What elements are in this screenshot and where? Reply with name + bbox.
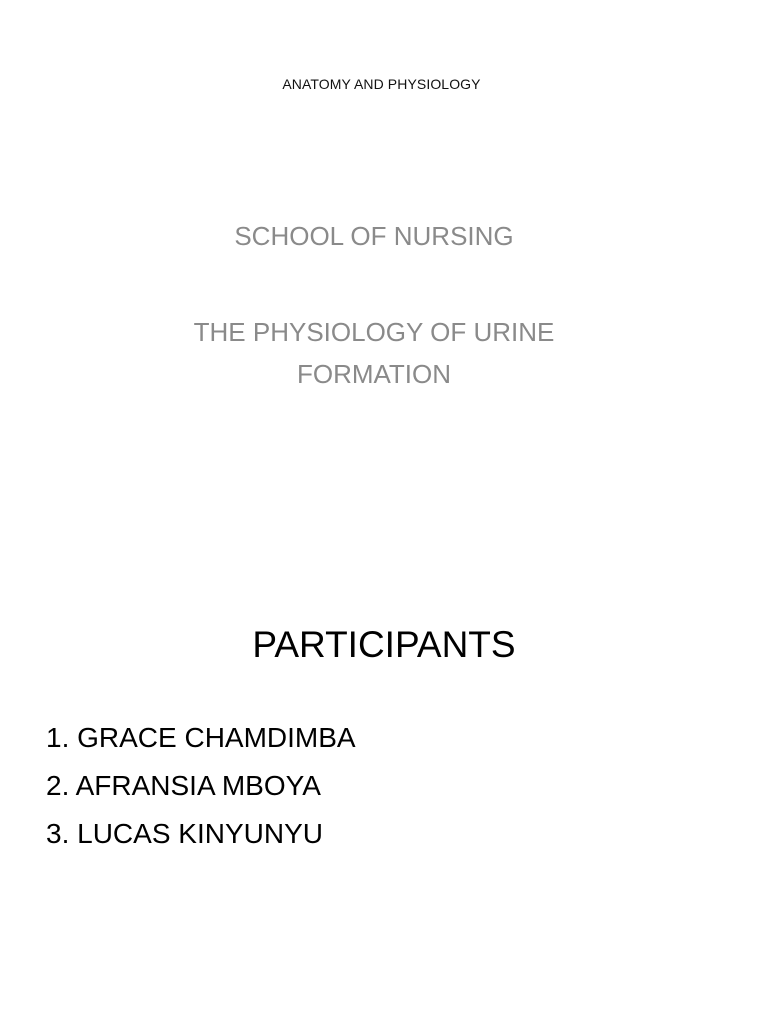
participants-list <box>46 714 356 858</box>
course-header: ANATOMY AND PHYSIOLOGY <box>282 76 481 92</box>
topic-title-line-1: THE PHYSIOLOGY OF URINE <box>193 317 555 347</box>
topic-title-line-2: FORMATION <box>296 359 452 389</box>
participant-item: 3. LUCAS KINYUNYU <box>46 818 323 849</box>
participant-item: 2. AFRANSIA MBOYA <box>46 770 321 801</box>
participant-item: 1. GRACE CHAMDIMBA <box>46 722 356 753</box>
school-name: SCHOOL OF NURSING <box>234 221 514 251</box>
topic-title <box>0 311 748 395</box>
participants-heading: PARTICIPANTS <box>252 624 516 665</box>
